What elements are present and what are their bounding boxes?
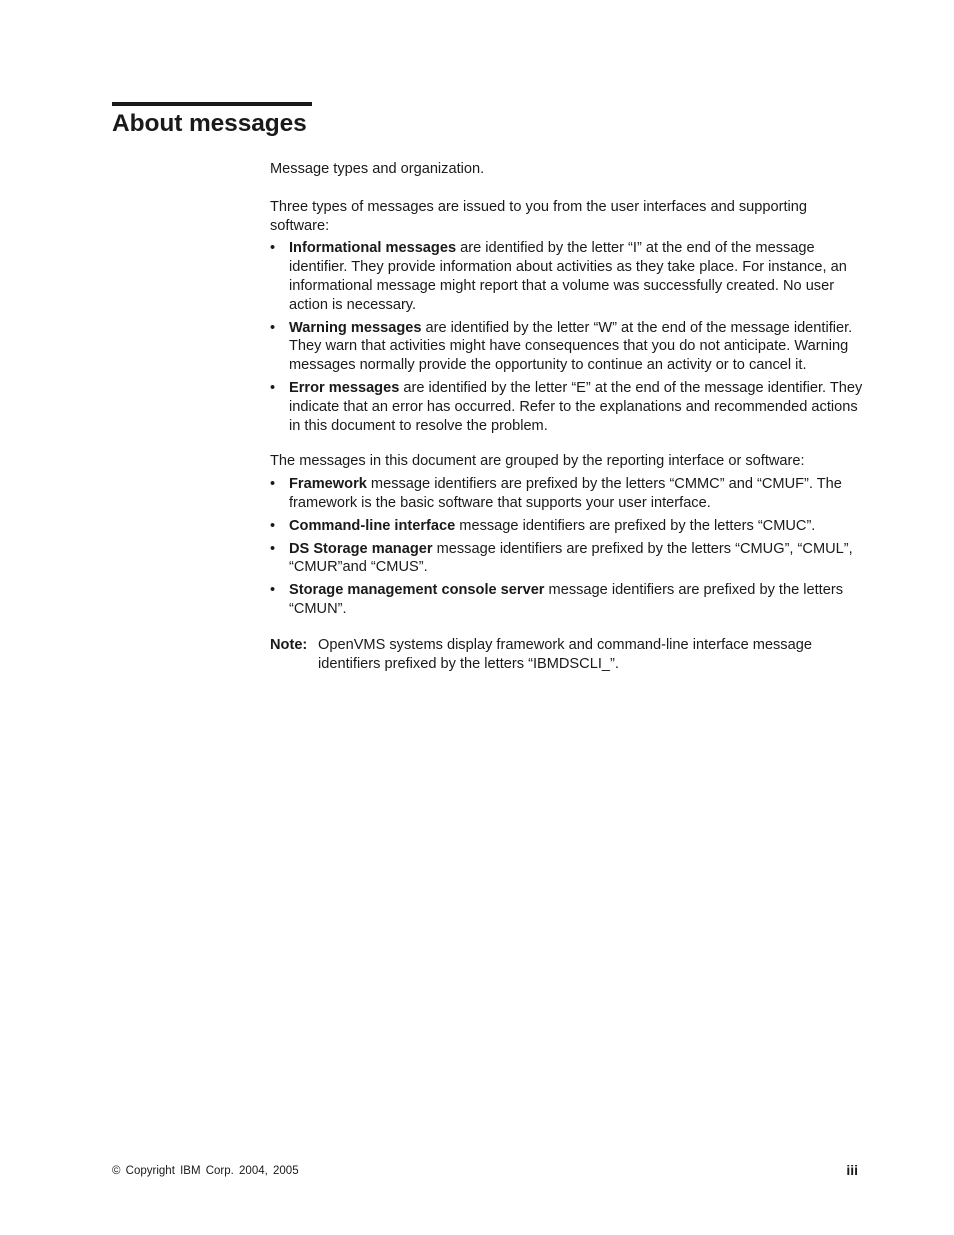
list-item-text: are identified by the letter “W” at the end of the message identifier. They warn that activities might have consequences that you do not anticipate. Warning messages normally provide the opportunity to continue an activity or to cancel it.: [289, 319, 853, 374]
list-item: [270, 379, 870, 435]
grouping-intro: The messages in this document are grouped by the reporting interface or software:: [270, 453, 805, 470]
message-groups-list: [270, 475, 870, 619]
list-item: [270, 239, 870, 314]
list-item-term: Informational messages: [289, 240, 457, 257]
list-item-text: are identified by the letter “I” at the end of the message identifier. They provide information about activities as they take place. For instance, an informational message might report that a volume was successfully created. No user action is necessary.: [289, 240, 847, 313]
note: [270, 636, 870, 674]
bullet: •: [270, 240, 276, 257]
list-item-term: Storage management console server: [289, 582, 545, 599]
list-item-term: DS Storage manager: [289, 540, 433, 557]
list-item-term: Command-line interface: [289, 517, 456, 534]
bullet: •: [270, 476, 276, 493]
list-item-term: Framework: [289, 476, 367, 493]
note-label: Note:: [270, 636, 308, 653]
list-item: [270, 517, 870, 536]
list-item-term: Error messages: [289, 379, 400, 396]
list-item-text: are identified by the letter “E” at the end of the message identifier. They indicate that an error has occurred. Refer to the explanations and recommended actions in this document to resolve the problem.: [289, 379, 863, 434]
list-item: [270, 319, 870, 375]
bullet: •: [270, 540, 276, 557]
list-item: [270, 540, 870, 578]
list-item-text: message identifiers are prefixed by the letters “CMUG”, “CMUL”, “CMUR”and “CMUS”.: [289, 540, 853, 576]
list-item: [270, 475, 870, 513]
bullet: •: [270, 319, 276, 336]
note-text: OpenVMS systems display framework and command-line interface message identifiers prefixed by the letters “IBMDSCLI_”.: [318, 636, 812, 672]
intro-line-1: Message types and organization.: [270, 161, 485, 177]
intro-line-2: Three types of messages are issued to you from the user interfaces and supporting software:: [270, 198, 808, 234]
bullet: •: [270, 582, 276, 599]
list-item-term: Warning messages: [289, 319, 422, 336]
page-number: iii: [846, 1162, 858, 1178]
list-item-text: message identifiers are prefixed by the letters “CMMC” and “CMUF”. The framework is the basic software that supports your user interface.: [289, 476, 842, 511]
footer-copyright: © Copyright IBM Corp. 2004, 2005: [112, 1165, 299, 1177]
message-types-list: [270, 239, 870, 435]
bullet: •: [270, 379, 276, 396]
list-item: [270, 581, 870, 619]
bullet: •: [270, 517, 276, 534]
list-item-text: message identifiers are prefixed by the letters “CMUN”.: [289, 582, 844, 617]
body-content: [270, 160, 870, 673]
page-title: About messages: [112, 110, 307, 137]
list-item-text: message identifiers are prefixed by the letters “CMUC”.: [455, 517, 816, 534]
title-rule: [112, 102, 312, 106]
